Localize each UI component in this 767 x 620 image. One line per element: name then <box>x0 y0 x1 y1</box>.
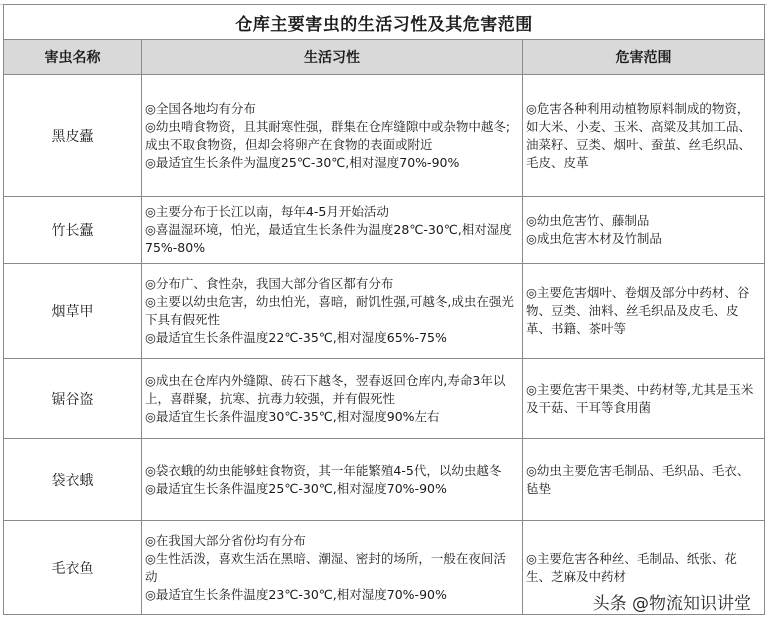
habit-line: ◎主要分布于长江以南，每年4-5月开始活动 <box>145 204 389 219</box>
header-damage: 危害范围 <box>523 40 765 75</box>
pest-name: 锯谷盗 <box>4 359 142 439</box>
habit-line: ◎主要以幼虫危害，幼虫怕光，喜暗，耐饥性强,可越冬,成虫在强光下具有假死性 <box>145 294 514 327</box>
habit-line: ◎成虫在仓库内外缝隙、砖石下越冬，翌春返回仓库内,寿命3年以上，喜群聚，抗寒、抗毒力较强，并有假死性 <box>145 372 506 406</box>
table-row <box>4 197 765 264</box>
damage-cell <box>523 75 765 197</box>
habit-line: ◎在我国大部分省份均有分布 <box>145 532 306 548</box>
pest-name: 毛衣鱼 <box>4 521 142 615</box>
damage-cell <box>523 264 765 359</box>
damage-cell <box>523 359 765 439</box>
habit-line: ◎最适宜生长条件温度25℃-30℃,相对湿度70%-90% <box>145 480 447 496</box>
table-title: 仓库主要害虫的生活习性及其危害范围 <box>4 5 765 40</box>
damage-cell <box>523 197 765 264</box>
habits-cell <box>142 75 523 197</box>
habit-line: ◎喜温湿环境，怕光，最适宜生长条件为温度28℃-30℃,相对湿度75%-80% <box>145 222 512 255</box>
habits-cell <box>142 521 523 615</box>
damage-line: ◎主要危害干果类、中药材等,尤其是玉米及干菇、干耳等食用菌 <box>526 381 754 415</box>
table-row <box>4 75 765 197</box>
habit-line: ◎分布广、食性杂，我国大部分省区都有分布 <box>145 276 394 291</box>
damage-line: ◎幼虫危害竹、藤制品 <box>526 213 650 228</box>
pest-name: 黑皮蠹 <box>4 75 142 197</box>
habit-line: ◎最适宜生长条件为温度25℃-30℃,相对湿度70%-90% <box>145 154 460 170</box>
damage-line: ◎幼虫主要危害毛制品、毛织品、毛衣、毡垫 <box>526 462 750 496</box>
habit-line: ◎袋衣蛾的幼虫能够蛀食物资，其一年能繁殖4-5代，以幼虫越冬 <box>145 462 502 478</box>
damage-cell <box>523 439 765 521</box>
habit-line: ◎最适宜生长条件温度23℃-30℃,相对湿度70%-90% <box>145 586 447 602</box>
header-name: 害虫名称 <box>4 40 142 75</box>
header-habits: 生活习性 <box>142 40 523 75</box>
watermark: 头条 @物流知识讲堂 <box>591 589 753 614</box>
habit-line: ◎最适宜生长条件温度30℃-35℃,相对湿度90%左右 <box>145 408 440 424</box>
pest-table <box>3 4 765 615</box>
habits-cell <box>142 439 523 521</box>
habits-cell <box>142 197 523 264</box>
table-row <box>4 264 765 359</box>
damage-line: ◎主要危害各种丝、毛制品、纸张、花生、芝麻及中药材 <box>526 550 737 584</box>
habit-line: ◎全国各地均有分布 <box>145 100 256 116</box>
pest-name: 烟草甲 <box>4 264 142 359</box>
habit-line: ◎生性活泼，喜欢生活在黑暗、潮湿、密封的场所，一般在夜间活动 <box>145 550 506 584</box>
header-row <box>4 40 765 75</box>
habit-line: ◎最适宜生长条件温度22℃-35℃,相对湿度65%-75% <box>145 330 447 345</box>
habits-cell <box>142 264 523 359</box>
habit-line: ◎幼虫啃食物资，且其耐寒性强，群集在仓库缝隙中或杂物中越冬;成虫不取食物资，但却会将卵产在食物的表面或附近 <box>145 118 511 152</box>
pest-name: 袋衣蛾 <box>4 439 142 521</box>
damage-line: ◎危害各种利用动植物原料制成的物资，如大米、小麦、玉米、高粱及其加工品、油菜籽、豆类、烟叶、蚕茧、丝毛织品、毛皮、皮革 <box>526 100 752 170</box>
table-row <box>4 439 765 521</box>
pest-name: 竹长蠹 <box>4 197 142 264</box>
table-row <box>4 359 765 439</box>
damage-line: ◎成虫危害木材及竹制品 <box>526 231 662 246</box>
habits-cell <box>142 359 523 439</box>
table-body <box>4 75 765 615</box>
damage-line: ◎主要危害烟叶、卷烟及部分中药材、谷物、豆类、油料、丝毛织品及皮毛、皮革、书籍、茶叶等 <box>526 285 750 336</box>
